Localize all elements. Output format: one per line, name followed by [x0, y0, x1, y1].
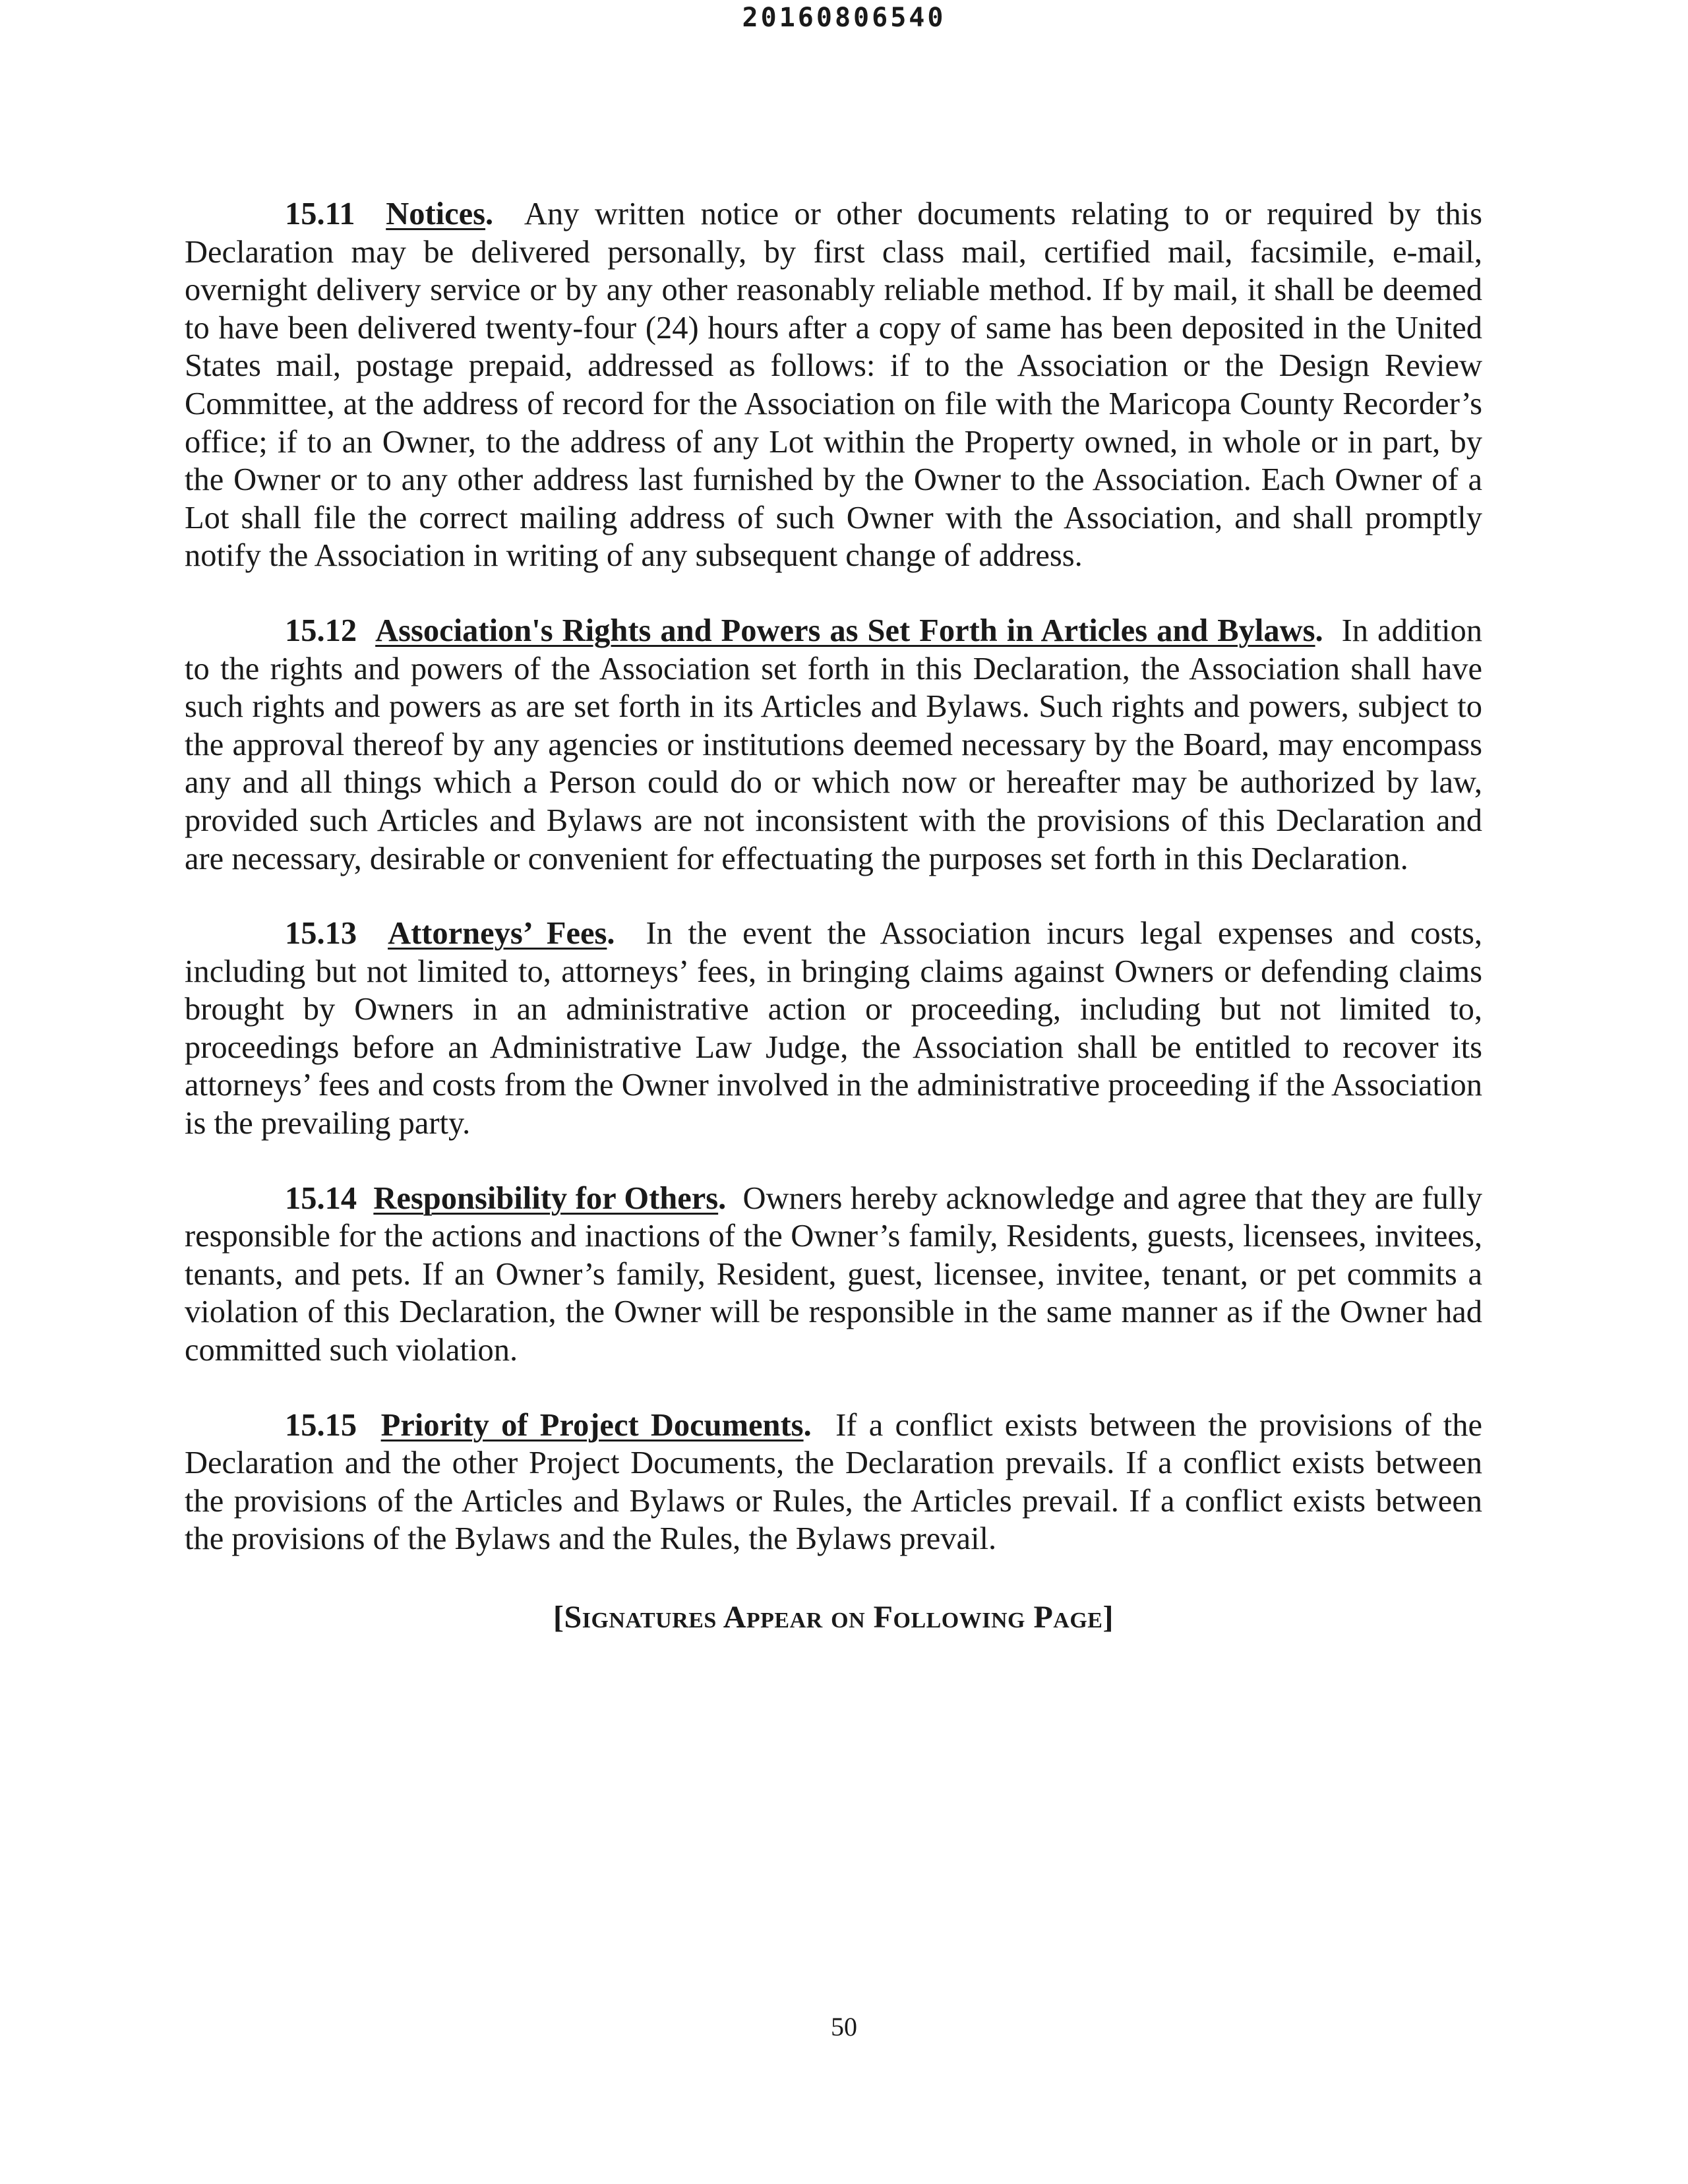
section-15-11: [185, 195, 1482, 575]
section-title-end: .: [485, 197, 494, 231]
section-body: In addition to the rights and powers of the Association set forth in this Declaration, the Association shall have such rights and powers as are set forth in its Articles and Bylaws. Such rights and powers, subject to the approval thereof by any agencies or institutions deemed necessary by the Board, may encompass any and all things which a Person could do or which now or hereafter may be authorized by law, provided such Articles and Bylaws are not inconsistent with the provisions of this Declaration and are necessary, desirable or convenient for effectuating the purposes set forth in this Declaration.: [185, 613, 1483, 876]
recording-number: 20160806540: [742, 3, 946, 33]
section-15-14: [185, 1180, 1482, 1370]
section-number: 15.14: [285, 1180, 357, 1216]
section-title-end: .: [1315, 613, 1323, 648]
section-body: In the event the Association incurs legal expenses and costs, including but not limited to, attorneys’ fees, in bringing claims against Owners or defending claims brought by Owners in an administrative action or proceeding, including but not limited to, proceedings before an Administrative Law Judge, the Association shall be entitled to recover its attorneys’ fees and costs from the Owner involved in the administrative proceeding if the Association is the prevailing party.: [185, 916, 1482, 1141]
section-title-end: .: [607, 916, 615, 952]
section-body: If a conflict exists between the provisions of the Declaration and the other Project Documents, the Declaration prevails. If a conflict exists between the provisions of the Articles and Bylaws or Rules, the Articles prevail. If a conflict exists between the provisions of the Bylaws and the Rules, the Bylaws prevail.: [185, 1407, 1483, 1557]
signatures-note: [Signatures Appear on Following Page]: [553, 1600, 1114, 1635]
section-15-15: [185, 1407, 1482, 1558]
section-title: Attorneys’ Fees: [388, 916, 607, 952]
section-number: 15.12: [285, 613, 357, 648]
section-15-13: [185, 915, 1482, 1143]
section-title-end: .: [718, 1180, 727, 1216]
section-number: 15.15: [285, 1407, 357, 1443]
section-title: Association's Rights and Powers as Set Forth in Articles and Bylaws: [375, 613, 1315, 648]
section-number: 15.13: [285, 916, 357, 952]
section-title: Responsibility for Others: [373, 1180, 719, 1216]
section-title: Notices: [386, 197, 486, 231]
section-number: 15.11: [285, 197, 355, 231]
section-body: Owners hereby acknowledge and agree that they are fully responsible for the actions and inactions of the Owner’s family, Residents, guests, licensees, invitees, tenants, and pets. If an Owner’s family, Resident, guest, licensee, invitee, tenant, or pet commits a violation of this Declaration, the Owner will be responsible in the same manner as if the Owner had committed such violation.: [185, 1180, 1483, 1368]
section-body: Any written notice or other documents relating to or required by this Declaration may be delivered personally, by first class mail, certified mail, facsimile, e-mail, overnight delivery service or by any other reasonably reliable method. If by mail, it shall be deemed to have been delivered twenty-four (24) hours after a copy of same has been deposited in the United States mail, postage prepaid, addressed as follows: if to the Association or the Design Review Committee, at the address of record for the Association on file with the Maricopa County Recorder’s office; if to an Owner, to the address of any Lot within the Property owned, in whole or in part, by the Owner or to any other address last furnished by the Owner to the Association. Each Owner of a Lot shall file the correct mailing address of such Owner with the Association, and shall promptly notify the Association in writing of any subsequent change of address.: [185, 197, 1483, 574]
page-number: 50: [831, 2012, 857, 2042]
section-title-end: .: [803, 1407, 812, 1443]
document-body: [185, 195, 1482, 1635]
section-15-12: [185, 612, 1482, 878]
section-title: Priority of Project Documents: [380, 1407, 804, 1443]
